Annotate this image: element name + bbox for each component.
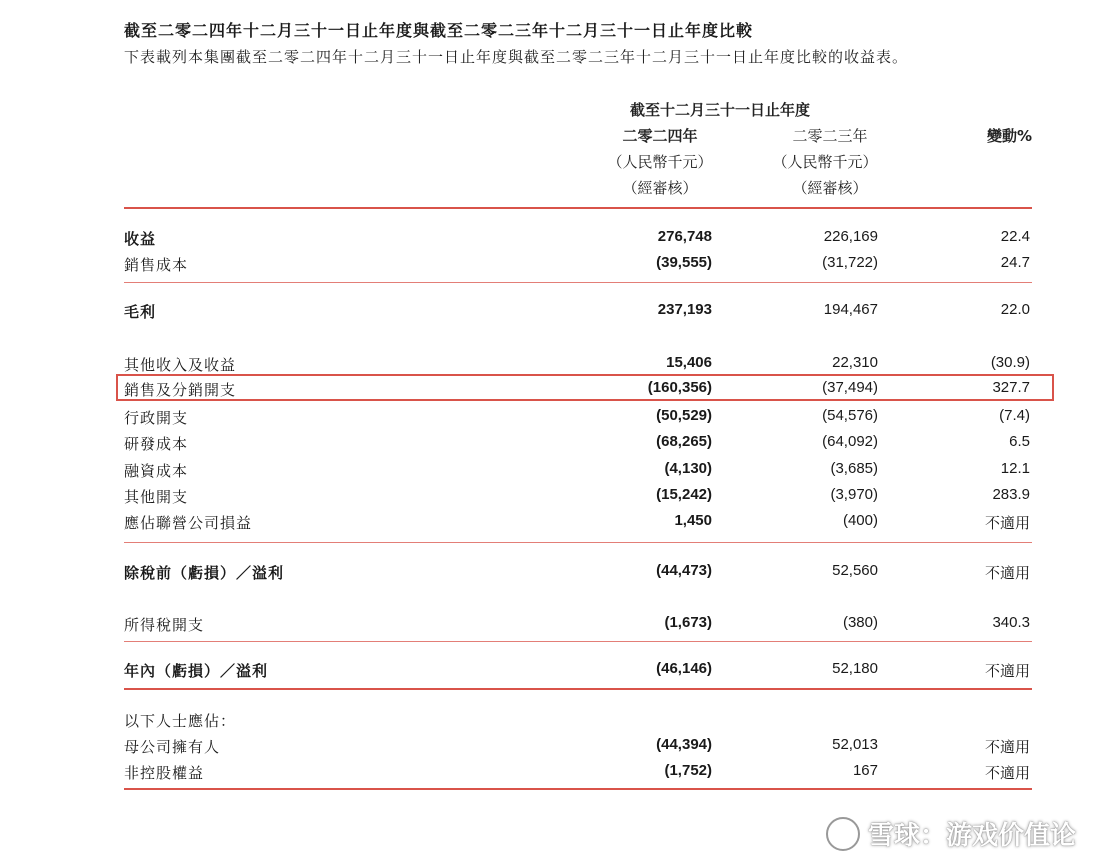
cell-2023: (64,092)	[822, 433, 878, 450]
row-label: 以下人士應佔：	[124, 712, 237, 730]
cell-2023: 226,169	[823, 228, 878, 245]
column-header-2023: 二零二三年	[792, 127, 868, 145]
cell-change: (7.4)	[999, 407, 1030, 424]
column-header-2024: 二零二四年	[622, 127, 698, 145]
cell-2024: 15,406	[666, 354, 712, 371]
cell-change: 不適用	[984, 765, 1030, 782]
cell-2024: 1,450	[674, 512, 712, 529]
row-label: 銷售及分銷開支	[124, 381, 237, 399]
cell-change: (30.9)	[990, 354, 1030, 371]
cell-change: 不適用	[984, 739, 1030, 756]
page-title: 截至二零二四年十二月三十一日止年度與截至二零二三年十二月三十一日止年度比較	[124, 21, 754, 40]
bottom-rule	[124, 788, 1032, 790]
row-owners-of-parent	[124, 734, 1032, 758]
cell-change: 327.7	[992, 379, 1030, 396]
cell-change: 不適用	[984, 515, 1030, 532]
divider	[124, 282, 1032, 283]
cell-change: 不適用	[984, 663, 1030, 680]
cell-2023: (54,576)	[822, 407, 878, 424]
cell-2023: (3,685)	[830, 460, 878, 477]
cell-2024: (1,752)	[664, 762, 712, 779]
cell-change: 12.1	[1000, 460, 1030, 477]
cell-change: 不適用	[984, 565, 1030, 582]
row-non-controlling	[124, 760, 1032, 784]
section-rule	[124, 688, 1032, 690]
cell-2024: (39,555)	[656, 254, 712, 271]
cell-2024: 276,748	[657, 228, 712, 245]
page-subtitle: 下表載列本集團截至二零二四年十二月三十一日止年度與截至二零二三年十二月三十一日止年度比較的收益表。	[124, 48, 909, 66]
row-revenue	[124, 226, 1032, 250]
cell-2024: (44,394)	[656, 736, 712, 753]
row-label: 除稅前（虧損）／溢利	[124, 564, 285, 582]
cell-2023: 52,013	[832, 736, 878, 753]
row-profit-for-year	[124, 658, 1032, 682]
row-label: 母公司擁有人	[124, 738, 221, 756]
row-label: 毛利	[124, 303, 157, 321]
cell-2024: (160,356)	[647, 379, 712, 396]
cell-2024: (1,673)	[664, 614, 712, 631]
cell-change: 22.0	[1000, 301, 1030, 318]
cell-2023: 52,180	[832, 660, 878, 677]
row-admin-expenses	[124, 405, 1032, 429]
row-label: 應佔聯營公司損益	[124, 514, 253, 532]
row-other-income	[124, 352, 1032, 376]
cell-2023: 194,467	[823, 301, 878, 318]
cell-2024: (4,130)	[664, 460, 712, 477]
snowball-logo-icon	[826, 817, 860, 851]
row-label: 年內（虧損）／溢利	[124, 662, 269, 680]
column-header-period: 截至十二月三十一日止年度	[629, 101, 810, 119]
row-income-tax	[124, 612, 1032, 636]
row-label: 其他收入及收益	[124, 356, 237, 374]
column-header-2024-unit: （人民幣千元）	[607, 153, 713, 171]
row-finance-costs	[124, 458, 1032, 482]
row-label: 其他開支	[124, 488, 189, 506]
header-rule	[124, 207, 1032, 209]
cell-2023: (380)	[842, 614, 878, 631]
cell-change: 22.4	[1000, 228, 1030, 245]
column-header-2023-audited: （經審核）	[792, 179, 868, 197]
row-label: 收益	[124, 230, 157, 248]
cell-2024: 237,193	[657, 301, 712, 318]
row-rnd-costs	[124, 431, 1032, 455]
cell-2023: (3,970)	[830, 486, 878, 503]
row-profit-before-tax	[124, 560, 1032, 584]
row-share-of-associates	[124, 510, 1032, 534]
divider	[124, 542, 1032, 543]
cell-2024: (44,473)	[656, 562, 712, 579]
cell-2023: (37,494)	[822, 379, 878, 396]
row-attributable-to	[124, 708, 1032, 732]
cell-2023: (31,722)	[822, 254, 878, 271]
cell-change: 24.7	[1000, 254, 1030, 271]
watermark	[826, 815, 1076, 852]
cell-2024: (68,265)	[656, 433, 712, 450]
row-cost-of-sales	[124, 252, 1032, 276]
row-gross-profit	[124, 299, 1032, 323]
cell-2023: 52,560	[832, 562, 878, 579]
column-header-2024-audited: （經審核）	[622, 179, 698, 197]
cell-change: 6.5	[1009, 433, 1030, 450]
column-header-change: 變動%	[986, 127, 1032, 145]
watermark-text: 雪球：游戏价值论	[867, 821, 1076, 851]
column-header-2023-unit: （人民幣千元）	[772, 153, 878, 171]
cell-change: 283.9	[992, 486, 1030, 503]
row-label: 研發成本	[124, 435, 189, 453]
cell-2024: (50,529)	[656, 407, 712, 424]
divider	[124, 641, 1032, 642]
cell-2023: (400)	[842, 512, 878, 529]
cell-change: 340.3	[992, 614, 1030, 631]
cell-2024: (15,242)	[656, 486, 712, 503]
row-label: 行政開支	[124, 409, 189, 427]
cell-2023: 22,310	[832, 354, 878, 371]
row-other-expenses	[124, 484, 1032, 508]
row-label: 非控股權益	[124, 764, 205, 782]
row-label: 所得稅開支	[124, 616, 205, 634]
row-selling-distribution	[124, 377, 1032, 401]
cell-2023: 167	[852, 762, 878, 779]
row-label: 融資成本	[124, 462, 189, 480]
row-label: 銷售成本	[124, 256, 189, 274]
cell-2024: (46,146)	[656, 660, 712, 677]
